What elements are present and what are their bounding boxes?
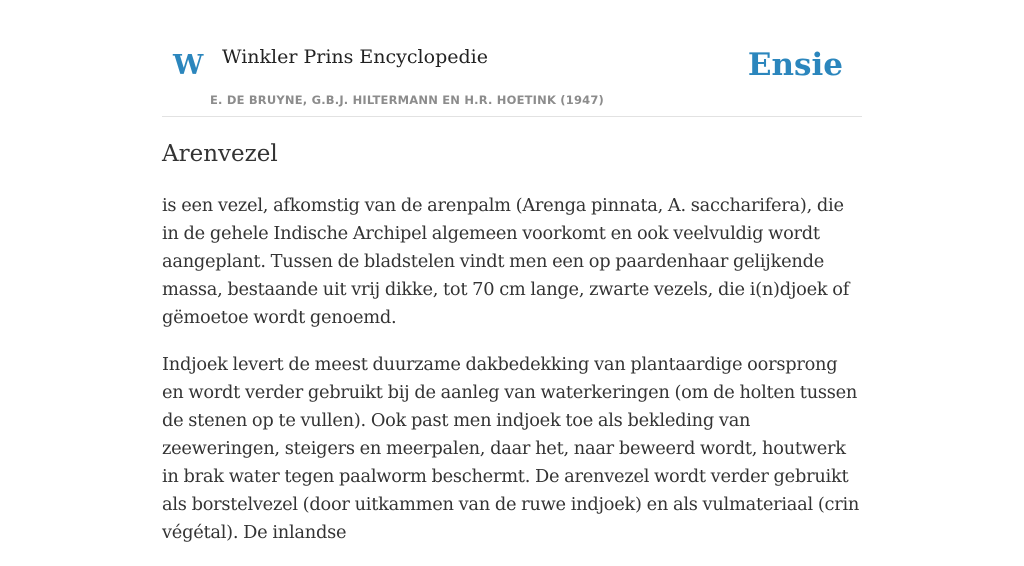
article-headword: Arenvezel: [162, 141, 278, 167]
source-authors: E. DE BRUYNE, G.B.J. HILTERMANN EN H.R. HOETINK (1947): [210, 93, 605, 107]
article-body: [162, 140, 862, 566]
site-header: [162, 0, 862, 117]
article-paragraph: is een vezel, afkomstig van de arenpalm (Arenga pinnata, A. saccharifera), die in de gehele Indische Archipel algemeen voorkomt en ook veelvuldig wordt aangeplant. Tussen de bladstelen vindt men een op paardenhaar gelijkende massa, bestaande uit vrij dikke, tot 70 cm lange, zwarte vezels, die i(n)djoek of gëmoetoe wordt genoemd.: [162, 194, 850, 328]
winkler-prins-logo[interactable]: W: [173, 50, 204, 81]
ensie-logo[interactable]: Ensie: [747, 47, 843, 83]
article-paragraph: Indjoek levert de meest duurzame dakbedekking van plantaardige oorsprong en wordt verder gebruikt bij de aanleg van waterkeringen (om de holten tussen de stenen op te vullen). Ook past men indjoek toe als bekleding van zeeweringen, steigers en meerpalen, daar het, naar beweerd wordt, houtwerk in brak water tegen paalworm beschermt. De arenvezel wordt verder gebruikt als borstelvezel (door uitkammen van de ruwe indjoek) en als vulmateriaal (crin végétal). De inlandse: [162, 353, 860, 543]
source-title[interactable]: Winkler Prins Encyclopedie: [222, 46, 488, 68]
